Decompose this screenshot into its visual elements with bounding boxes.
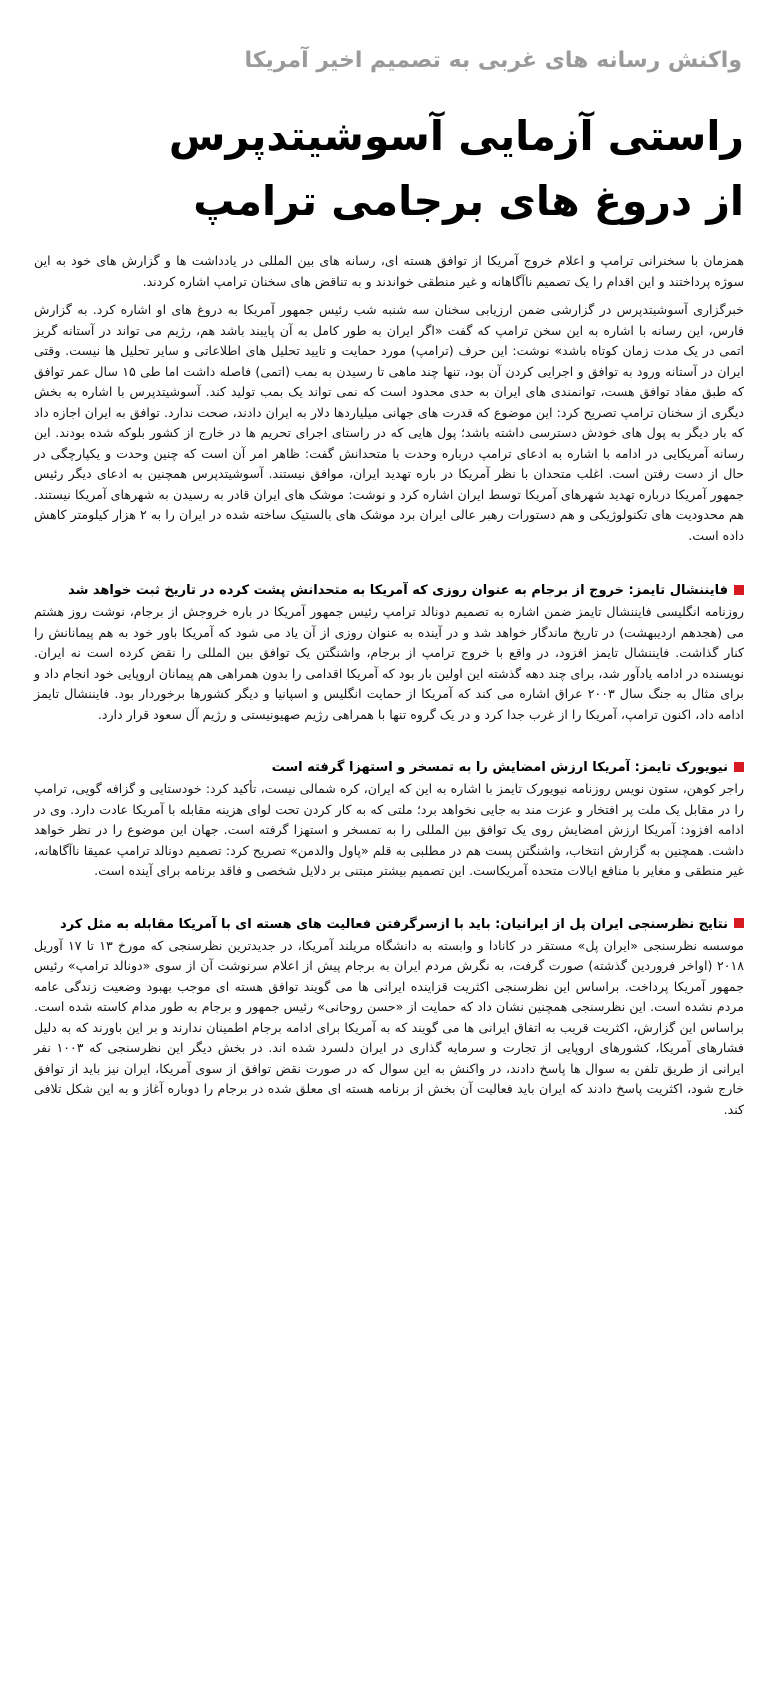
section-text-iran-poll: موسسه نظرسنجی «ایران پل» مستقر در کانادا و وابسته به دانشگاه مریلند آمریکا، در جدیدترین نظرسنجی که مورخ ۱۳ تا ۱۷ آوریل ۲۰۱۸ (اواخر فروردین گذشته) صورت گرفت، به نگرش مردم ایران به برجام پیش از اعلام سرنوشت آن از سوی «دونالد ترامپ» رئیس جمهور آمریکا پرداخت. براساس این نظرسنجی اکثریت قزاینده ایرانی ها می گویند توافق هسته ای موجب بهبود وضعیت زندگی عامه مردم نشده است. این نظرسنجی همچنین نشان داد که حمایت از «حسن روحانی» رئیس جمهور و برجام به طور مدام کاسته شده است. براساس این گزارش، اکثریت قریب به اتفاق ایرانی ها می گویند که به آمریکا برای ادامه برجام اطمینان ندارند و بر این باورند که به دلیل فشارهای آمریکا، کشورهای اروپایی از تجارت و سرمایه گذاری در ایران دلسرد شده اند. در بخش دیگر این نظرسنجی که ۱۰۰۳ نفر ایرانی از طریق تلفن به سوال ها پاسخ دادند، در واکنش به این سوال که در صورت نقض توافق از سوی آمریکا، ایران نیز باید از توافق خارج شود، اکثریت پاسخ دادند که ایران باید فعالیت آن بخش از برنامه هسته ای معلق شده در برجام را دوباره آغاز و به این شکل تلافی کند. xyxy=(34,937,745,1117)
red-square-bullet-icon xyxy=(734,762,744,772)
headline-line-2: از دروغ های برجامی ترامپ xyxy=(193,177,744,225)
article-kicker: واکنش رسانه های غربی به تصمیم اخیر آمریکا xyxy=(244,48,742,73)
article-headline xyxy=(40,104,744,234)
section-heading-text: نیویورک تایمز: آمریکا ارزش امضایش را به تمسخر و استهزا گرفته است xyxy=(271,760,728,775)
section-text-new-york-times: راجر کوهن، ستون نویس روزنامه نیویورک تایمز با اشاره به این که ایران، کره شمالی نیست، تأکید کرد: خودستایی و گزافه گویی، ترامپ را در مقابل یک ملت پر افتخار و عزت مند به جایی نخواهد برد؛ ملتی که به کار کردن تحت لوای هزینه مقابله با آمریکا عادت دارد. وی در ادامه افزود: آمریکا ارزش امضایش روی یک توافق بین المللی را به تمسخر و استهزا گرفته است. جهان این موضوع را در نظر خواهد داشت. همچنین به گزارش انتخاب، واشنگتن پست هم در مطلبی به قلم «پاول والدمن» تصریح کرد: تصمیم دونالد ترامپ عمیقا ناآگاهانه، غیر منطقی و مغایر با منافع ایالات متحده آمریکاست. این تصمیم بیشتر مبتنی بر دلایل شخصی و فاقد برنامه برای آینده است. xyxy=(34,781,744,878)
article-body xyxy=(34,251,744,1120)
red-square-bullet-icon xyxy=(734,918,744,928)
headline-line-1: راستی آزمایی آسوشیتدپرس xyxy=(168,112,744,160)
intro-paragraph-1: همزمان با سخنرانی ترامپ و اعلام خروج آمریکا از توافق هسته ای، رسانه های بین المللی در یادداشت ها و گزارش های خود به این سوژه پرداختند و این اقدام را یک تصمیم ناآگاهانه و غیر منطقی خواندند و به تناقض های سخنان ترامپ اشاره کردند. xyxy=(34,253,744,289)
section-heading-text: فایننشال تایمز: خروج از برجام به عنوان روزی که آمریکا به متحدانش پشت کرده در تاریخ ثبت خواهد شد xyxy=(68,583,728,598)
red-square-bullet-icon xyxy=(734,585,744,595)
section-heading-new-york-times xyxy=(34,757,744,779)
section-heading-financial-times xyxy=(34,580,744,602)
section-heading-text: نتایج نظرسنجی ایران پل از ایرانیان: باید با ازسرگرفتن فعالیت های هسته ای با آمریکا مقابله به مثل کرد xyxy=(60,916,728,932)
section-text-financial-times: روزنامه انگلیسی فایننشال تایمز ضمن اشاره به تصمیم دونالد ترامپ رئیس جمهور آمریکا در باره خروجش از برجام، نوشت روز هشتم می (هجدهم اردیبهشت) در تاریخ ماندگار خواهد شد و در آینده به عنوان روزی از آن یاد می شود که آمریکا باور خود به هم پیمانانش را کنار گذاشت. فایننشال تایمز افزود، در واقع با خروج ترامپ از برجام، واشنگتن یک توافق بین المللی را نقض کرده است نه ایران. نویسنده در ادامه یادآور شد، برای چند دهه گذشته این اولین بار بود که آمریکا اقدامی را بدون همراهی هم پیمانان اروپایی خود انجام داد و برای مثال به جنگ سال ۲۰۰۳ عراق اشاره می کند که آمریکا از حمایت انگلیس و اسپانیا و دیگر کشورها برخوردار بود. فایننشال تایمز ادامه داد، اکنون ترامپ، آمریکا را از غرب جدا کرد و در یک گروه تنها با همراهی رژیم صهیونیستی و رژیم آل سعود قرار دارد. xyxy=(34,604,745,722)
intro-paragraph-2: خبرگزاری آسوشیتدپرس در گزارشی ضمن ارزیابی سخنان سه شنبه شب رئیس جمهور آمریکا به دروغ های او اشاره کرد. به گزارش فارس، این رسانه با اشاره به این سخن ترامپ که گفت «اگر ایران به طور کامل به آن پایبند باشد هم، رژیم می تواند در آستانه گریز اتمی در یک مدت زمان کوتاه باشد» نوشت: این حرف (ترامپ) مورد حمایت و تایید تحلیل های اطلاعاتی و سایر تحلیل ها نیست. وقتی ایران در آستانه ورود به توافق و اجرایی کردن آن بود، تنها چند ماهی تا رسیدن به بمب (اتمی) فاصله داشت اما طی ۱۵ سال عمر توافق که طبق مفاد توافق هست، توانمندی های ایران به حدی محدود است که نمی تواند یک بمب تولید کند. آسوشیتدپرس با اشاره به بخش دیگری از سخنان ترامپ تصریح کرد: این موضوع که قدرت های جهانی میلیاردها دلار به ایران دادند، صحت ندارد. توافق به ایران اجازه داد که بار دیگر به پول های خودش دسترسی داشته باشد؛ پول هایی که در راستای اجرای تحریم ها در خارج از کشور بلوکه شده بودند. این رسانه آمریکایی در ادامه با اشاره به ادعای ترامپ درباره وحدت با متحدانش گفت: ظاهر امر آن است که چنین وحدت و یکپارچگی در حال از دست رفتن است. اغلب متحدان با نظر آمریکا در باره تهدید ایران، موافق نیستند. آسوشیتدپرس همچنین به ادعای دیگر رئیس جمهور آمریکا درباره تهدید شهرهای آمریکا توسط ایران اشاره کرد و نوشت: موشک های ایران قادر به رسیدن به شهرهای آمریکا نیستند. هم محدودیت های تکنولوژیکی و هم دستورات رهبر عالی ایران برد موشک های بالستیک ساخته شده در ایران را به ۲ هزار کیلومتر کاهش داده است. xyxy=(34,302,745,543)
section-heading-iran-poll xyxy=(34,914,744,936)
